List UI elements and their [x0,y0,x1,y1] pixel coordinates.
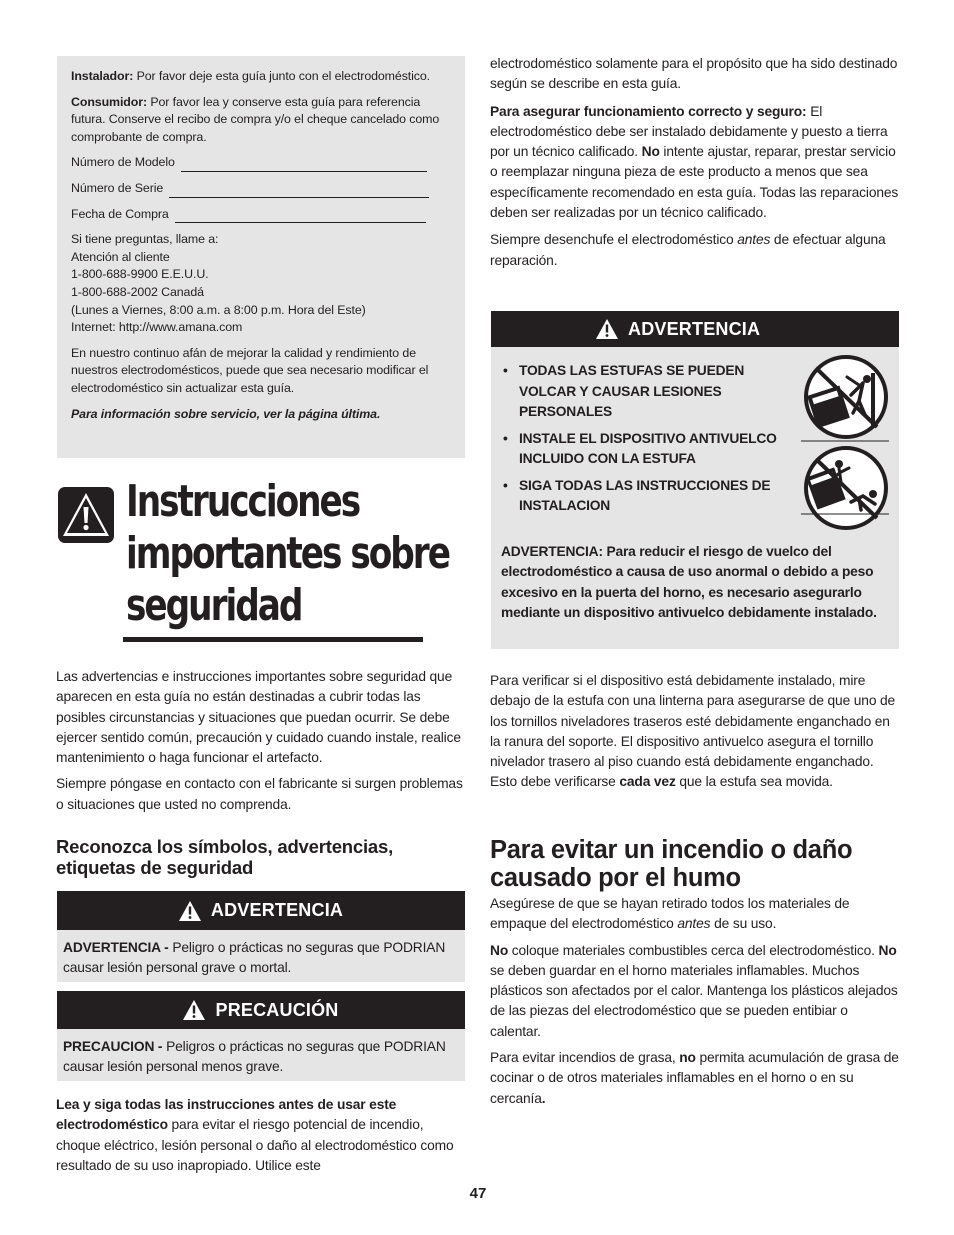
fire-paragraph-2 [490,941,900,1042]
packaging-text-end: de su uso. [710,916,777,932]
bullet-text: INSTALE EL DISPOSITIVO ANTIVUELCO INCLUIDO CON LA ESTUFA [519,430,777,466]
purchase-date-blank [175,209,426,223]
consumer-text: Por favor lea y conserve esta guía para referencia futura. Conserve el recibo de compra y/o el cheque cancelado como comprobante de compra. [71,94,440,144]
tip-over-warning-label-text: ADVERTENCIA: [501,544,603,559]
no-emphasis: No [878,942,897,958]
tip-over-bullet: • INSTALE EL DISPOSITIVO ANTIVUELCO INCLUIDO CON LA ESTUFA [503,430,777,466]
phone-canada: 1-800-688-2002 Canadá [71,284,204,299]
intro-text [56,667,466,821]
improvement-note: En nuestro continuo afán de mejorar la calidad y rendimiento de nuestros electrodomésticos, puede que sea necesario modificar el electrodoméstico sin actualizar esta guía. [71,345,429,395]
precaucion-label: PRECAUCION - [63,1039,163,1054]
combustibles-text: coloque materiales combustibles cerca del electrodoméstico. [508,942,879,958]
warning-triangle-icon [596,319,618,339]
range-tip-over-icon [801,444,891,534]
usage-paragraph-2 [490,102,900,224]
serial-number-blank [169,184,429,198]
packaging-text: Asegúrese de que se hayan retirado todos los materiales de empaque del electrodoméstico [490,896,850,932]
read-instructions-paragraph [56,1095,466,1176]
tip-over-bullet: • TODAS LAS ESTUFAS SE PUEDEN VOLCAR Y CAUSAR LESIONES PERSONALES [503,363,745,419]
advertencia-definition [57,930,465,982]
advertencia-banner-label: ADVERTENCIA [210,900,344,920]
fire-paragraph-1 [490,894,900,935]
warning-triangle-icon [57,486,115,544]
page-number: 47 [469,1185,487,1202]
title-line-2: importantes sobre [126,528,449,579]
internet-link: Internet: http://www.amana.com [71,320,243,335]
model-number-blank [181,158,427,172]
grease-text: Para evitar incendios de grasa, [490,1050,680,1066]
tip-over-warning-label: ADVERTENCIA [628,318,761,339]
cada-vez-emphasis: cada vez [619,774,676,790]
warning-triangle-icon [179,901,201,921]
read-instructions-bold: Lea y siga todas las instrucciones antes de usar este electrodoméstico [56,1097,397,1133]
service-note: Para información sobre servicio, ver la página última. [71,406,381,421]
serial-number-field [71,180,451,198]
grease-period: . [541,1090,546,1106]
tip-over-warning-banner [491,311,899,347]
purchase-date-label: Fecha de Compra [71,206,169,221]
plastics-text: se deben guardar en el horno materiales inflamables. Muchos plásticos son afectados por el calor. Mantenga los plásticos alejados de las piezas del electrodoméstico que se pueden entibiar o calentar. [490,962,898,1039]
tip-over-warning-text: Para reducir el riesgo de vuelco del electrodoméstico a causa de uso anormal o debido a peso excesivo en la puerta del horno, es necesario asegurarlo mediante un dispositivo antivuelco debidamente instalado. [501,544,877,620]
tip-over-warning-paragraph [501,542,889,623]
bullet-text: TODAS LAS ESTUFAS SE PUEDEN VOLCAR Y CAUSAR LESIONES PERSONALES [519,363,745,419]
consumer-label: Consumidor: [71,94,147,109]
consumer-note [71,94,451,147]
phone-us: 1-800-688-9900 E.E.U.U. [71,267,209,282]
precaucion-text: Peligros o prácticas no seguras que PODRIAN causar lesión personal menos grave. [63,1039,446,1075]
questions-line: Si tiene preguntas, llame a: [71,232,219,247]
read-instructions-text: para evitar el riesgo potencial de incendio, choque eléctrico, lesión personal o daño al electrodoméstico como resultado de su uso inapropiado. Utilice este [56,1117,454,1173]
fire-section-heading: Para evitar un incendio o daño causado por el humo [490,836,853,892]
intro-paragraph-2: Siempre póngase en contacto con el fabricante si surgen problemas o situaciones que usted no comprenda. [56,776,463,812]
no-emphasis: No [641,144,660,160]
precaucion-definition [57,1029,465,1081]
unplug-text: Siempre desenchufe el electrodoméstico [490,232,738,248]
customer-care-line: Atención al cliente [71,249,170,264]
title-line-3: seguridad [126,580,302,631]
installer-label: Instalador: [71,69,134,83]
precaucion-banner [57,991,465,1029]
repair-text: intente ajustar, reparar, prestar servicio o reemplazar ninguna pieza de este producto a menos que sea específicamente recomendado en esta guía. Todas las reparaciones deben ser realizadas por un técnico calificado. [490,144,899,221]
hours: (Lunes a Viernes, 8:00 a.m. a 8:00 p.m. Hora del Este) [71,302,366,317]
title-line-1: Instrucciones [126,476,360,527]
installer-note [71,68,451,86]
usage-text [490,54,900,278]
model-number-field [71,154,451,172]
page-title [126,476,449,632]
advertencia-banner [57,891,465,930]
precaucion-banner-label: PRECAUCIÓN [215,999,339,1020]
info-box [57,56,465,458]
advertencia-label: ADVERTENCIA - [63,940,169,955]
antes-emphasis: antes [737,232,771,248]
tip-over-bullet: • SIGA TODAS LAS INSTRUCCIONES DE INSTALACION [503,477,771,513]
verify-text-end: que la estufa sea movida. [675,774,833,790]
no-emphasis: No [490,942,509,958]
contact-info [71,231,451,337]
purchase-date-field [71,206,451,224]
grease-text-end: permita acumulación de grasa de cocinar o de otros materiales inflamables en el horno o en su cercanía [490,1050,899,1106]
fire-section-text [490,894,900,1115]
bullet-text: SIGA TODAS LAS INSTRUCCIONES DE INSTALACION [519,477,771,513]
correct-operation-text: El electrodoméstico debe ser instalado debidamente y puesto a tierra por un técnico calificado. [490,103,888,160]
symbols-heading: Reconozca los símbolos, advertencias, etiquetas de seguridad [56,836,394,878]
title-underline [123,637,423,642]
verify-device-paragraph [490,671,900,793]
verify-text: Para verificar si el dispositivo está debidamente instalado, mire debajo de la estufa con una linterna para asegurarse de que uno de los tornillos niveladores traseros esté debidamente enganchado en la ranura del soporte. El dispositivo antivuelco asegura el tornillo nivelador trasero al piso cuando está debidamente enganchado. Esto debe verificarse [490,673,896,790]
intro-paragraph-1: Las advertencias e instrucciones importantes sobre seguridad que aparecen en esta guía no están destinadas a cubrir todas las posibles circunstancias y situaciones que puedan ocurrir. Se debe ejercer sentido común, precaución y cuidado cuando instale, realice mantenimiento o haga funcionar el artefacto. [56,669,461,766]
usage-paragraph-3 [490,230,900,271]
range-tip-over-icon [801,355,891,443]
correct-operation-label: Para asegurar funcionamiento correcto y seguro: [490,103,807,119]
advertencia-text: Peligro o prácticas no seguras que PODRIAN causar lesión personal grave o mortal. [63,940,446,976]
no-emphasis: no [679,1050,696,1066]
unplug-text-end: de efectuar alguna reparación. [490,232,886,268]
warning-triangle-icon [183,1000,205,1020]
fire-paragraph-3 [490,1048,900,1109]
usage-paragraph-1: electrodoméstico solamente para el propósito que ha sido destinado según se describe en esta guía. [490,56,898,92]
serial-number-label: Número de Serie [71,180,164,195]
installer-text: Por favor deje esta guía junto con el electrodoméstico. [136,69,431,83]
model-number-label: Número de Modelo [71,155,175,170]
antes-emphasis: antes [677,916,711,932]
